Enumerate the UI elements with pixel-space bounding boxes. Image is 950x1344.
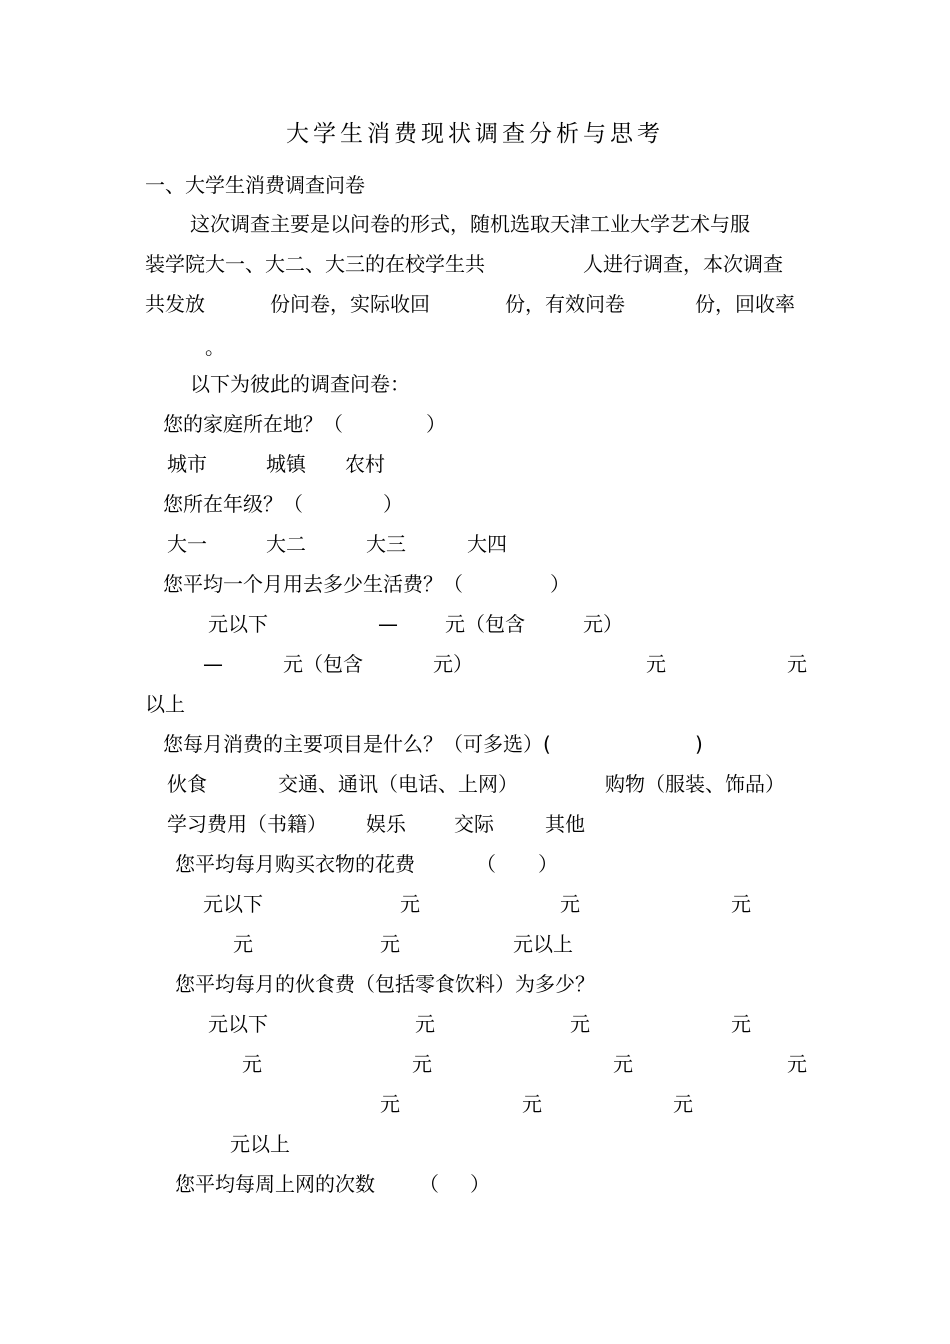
intro-line: 。 [205, 335, 225, 359]
option: 元 [242, 1052, 262, 1076]
question-paren-open: （ [476, 852, 496, 876]
option: 元以上 [230, 1132, 290, 1156]
option: 元 [380, 1092, 400, 1116]
option: 大四 [467, 532, 507, 556]
option: 元（包含 [283, 652, 363, 676]
section-heading: 一、大学生消费调查问卷 [145, 173, 365, 197]
option: 农村 [345, 452, 385, 476]
option: 元 [787, 1052, 807, 1076]
option: 大二 [266, 532, 306, 556]
option: 元 [731, 892, 751, 916]
option: 伙食 [167, 772, 207, 796]
option: 元 [400, 892, 420, 916]
option: 以上 [145, 692, 185, 716]
option: 娱乐 [366, 812, 406, 836]
question-paren-close: ） [550, 572, 570, 596]
intro-line: 以下为彼此的调查问卷： [190, 372, 410, 396]
option: 元 [233, 932, 253, 956]
option: 元 [380, 932, 400, 956]
option: 购物（服装、饰品） [605, 772, 785, 796]
option: 学习费用（书籍） [167, 812, 327, 836]
intro-line: 份，有效问卷 [505, 292, 625, 316]
question-clothing-cost: 您平均每月购买衣物的花费 [175, 852, 415, 876]
option: 元 [613, 1052, 633, 1076]
option-dash: — [378, 612, 398, 636]
option: 元 [522, 1092, 542, 1116]
option: 大三 [366, 532, 406, 556]
question-spending-items: 您每月消费的主要项目是什么？（可多选）( [163, 732, 551, 756]
option: 元 [787, 652, 807, 676]
intro-line: 份问卷，实际收回 [270, 292, 430, 316]
question-paren-close: ） [470, 1172, 490, 1196]
question-paren-open: （ [419, 1172, 439, 1196]
question-grade: 您所在年级？（ [163, 492, 303, 516]
intro-line: 共发放 [145, 292, 205, 316]
option: 元以上 [513, 932, 573, 956]
question-paren-close: ） [538, 852, 558, 876]
option-dash: — [203, 652, 223, 676]
option: 城镇 [266, 452, 306, 476]
option: 大一 [167, 532, 207, 556]
option: 元 [731, 1012, 751, 1036]
question-paren-close: ) [695, 732, 703, 756]
intro-line: 人进行调查，本次调查 [583, 252, 783, 276]
question-internet-frequency: 您平均每周上网的次数 [175, 1172, 375, 1196]
intro-line: 份，回收率 [695, 292, 795, 316]
option: 城市 [167, 452, 207, 476]
option: 元以下 [208, 1012, 268, 1036]
question-home-location: 您的家庭所在地？（ [163, 412, 343, 436]
option: 元 [415, 1012, 435, 1036]
option: 交际 [454, 812, 494, 836]
question-food-cost: 您平均每月的伙食费（包括零食饮料）为多少？ [175, 972, 595, 996]
option: 元 [570, 1012, 590, 1036]
option: 元以下 [203, 892, 263, 916]
page-title: 大学生消费现状调查分析与思考 [286, 121, 664, 147]
option: 元 [412, 1052, 432, 1076]
option: 元以下 [208, 612, 268, 636]
question-paren-close: ） [426, 412, 446, 436]
option: 元（包含 [445, 612, 525, 636]
intro-line: 这次调查主要是以问卷的形式，随机选取天津工业大学艺术与服 [190, 212, 750, 236]
option: 元 [560, 892, 580, 916]
option: 元） [433, 652, 473, 676]
question-paren-close: ） [383, 492, 403, 516]
option: 元 [673, 1092, 693, 1116]
option: 元） [583, 612, 623, 636]
question-living-cost: 您平均一个月用去多少生活费？（ [163, 572, 463, 596]
option: 其他 [545, 812, 585, 836]
option: 元 [646, 652, 666, 676]
intro-line: 装学院大一、大二、大三的在校学生共 [145, 252, 485, 276]
option: 交通、通讯（电话、上网） [278, 772, 518, 796]
